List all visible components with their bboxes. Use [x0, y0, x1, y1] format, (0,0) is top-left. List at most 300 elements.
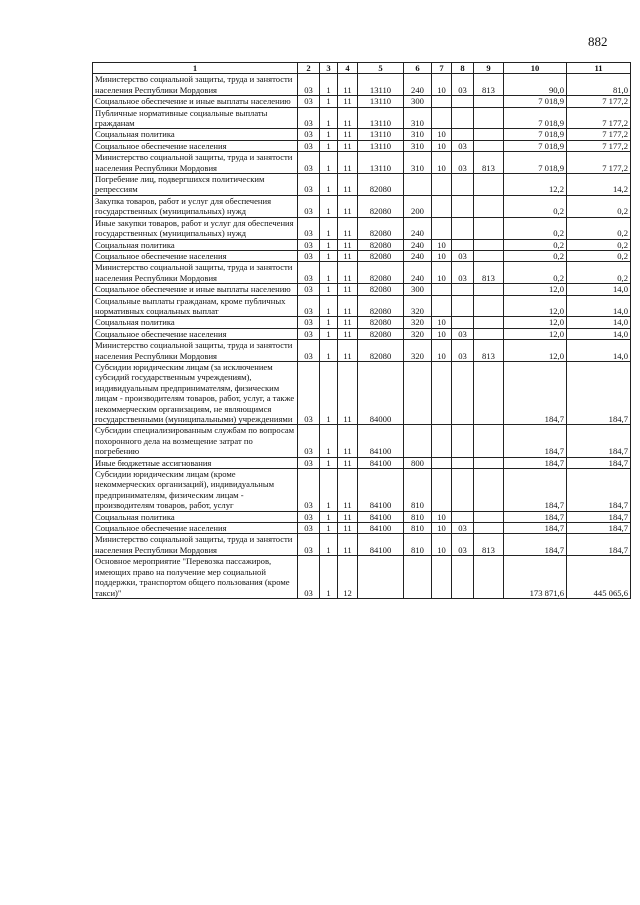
cell-code-6: 240: [404, 217, 432, 239]
cell-code-8: [452, 129, 474, 140]
cell-code-9: [474, 469, 504, 512]
cell-code-8: 03: [452, 250, 474, 261]
cell-value-10: 184,7: [504, 523, 567, 534]
row-name: Иные закупки товаров, работ и услуг для обеспечения государственных (муниципальных) нужд: [93, 217, 298, 239]
column-header: 9: [474, 63, 504, 74]
cell-code-7: [432, 96, 452, 107]
cell-code-7: 10: [432, 534, 452, 556]
cell-value-10: 12,0: [504, 284, 567, 295]
cell-code-4: 11: [338, 174, 358, 196]
cell-code-2: 03: [298, 129, 320, 140]
cell-code-7: 10: [432, 511, 452, 522]
row-name: Социальное обеспечение населения: [93, 523, 298, 534]
cell-code-5: 13110: [358, 96, 404, 107]
table-row: [93, 469, 631, 512]
column-header: 7: [432, 63, 452, 74]
cell-code-5: 84100: [358, 511, 404, 522]
column-header: 2: [298, 63, 320, 74]
cell-code-3: 1: [320, 328, 338, 339]
cell-code-7: [432, 195, 452, 217]
column-header: 6: [404, 63, 432, 74]
cell-code-9: [474, 129, 504, 140]
cell-code-5: 82080: [358, 295, 404, 317]
cell-code-2: 03: [298, 140, 320, 151]
cell-code-6: 810: [404, 511, 432, 522]
cell-value-11: 0,2: [567, 262, 631, 284]
table-header-row: [93, 63, 631, 74]
cell-code-4: 11: [338, 511, 358, 522]
row-name: Министерство социальной защиты, труда и занятости населения Республики Мордовия: [93, 340, 298, 362]
column-header: 5: [358, 63, 404, 74]
cell-code-9: [474, 140, 504, 151]
cell-code-6: [404, 361, 432, 424]
row-name: Субсидии юридическим лицам (за исключением субсидий государственным учреждениям), индивидуальным предпринимателям, физическим лицам - производителям товаров, работ, услуг, а также некоммерческим организациям, не являющимся государственными (муниципальными) учреждениями: [93, 361, 298, 424]
table-row: [93, 361, 631, 424]
cell-code-2: 03: [298, 511, 320, 522]
cell-code-5: 82080: [358, 284, 404, 295]
cell-value-11: 0,2: [567, 195, 631, 217]
cell-code-9: [474, 107, 504, 129]
table-row: [93, 457, 631, 468]
cell-code-4: 11: [338, 469, 358, 512]
cell-code-5: 84100: [358, 534, 404, 556]
cell-code-3: 1: [320, 107, 338, 129]
cell-code-3: 1: [320, 284, 338, 295]
cell-value-11: 14,0: [567, 295, 631, 317]
cell-value-11: 0,2: [567, 217, 631, 239]
cell-code-5: 82080: [358, 195, 404, 217]
cell-code-9: [474, 361, 504, 424]
cell-code-5: 82080: [358, 317, 404, 328]
cell-code-2: 03: [298, 74, 320, 96]
cell-code-8: [452, 556, 474, 599]
table-body: [93, 74, 631, 599]
cell-code-3: 1: [320, 425, 338, 457]
budget-table: [92, 62, 631, 599]
cell-code-4: 11: [338, 425, 358, 457]
cell-code-9: [474, 250, 504, 261]
table-row: [93, 284, 631, 295]
cell-code-3: 1: [320, 511, 338, 522]
cell-value-11: 184,7: [567, 457, 631, 468]
cell-value-10: 0,2: [504, 239, 567, 250]
cell-value-11: 184,7: [567, 511, 631, 522]
cell-code-9: [474, 425, 504, 457]
cell-code-5: 84100: [358, 425, 404, 457]
cell-code-6: 810: [404, 469, 432, 512]
cell-code-6: 310: [404, 107, 432, 129]
cell-value-10: 184,7: [504, 469, 567, 512]
row-name: Публичные нормативные социальные выплаты гражданам: [93, 107, 298, 129]
cell-code-5: 82080: [358, 262, 404, 284]
cell-code-8: 03: [452, 523, 474, 534]
table-row: [93, 74, 631, 96]
cell-code-5: 82080: [358, 239, 404, 250]
cell-value-10: 0,2: [504, 195, 567, 217]
cell-code-4: 11: [338, 140, 358, 151]
cell-code-7: [432, 425, 452, 457]
cell-code-8: [452, 317, 474, 328]
table-row: [93, 262, 631, 284]
cell-code-7: 10: [432, 328, 452, 339]
row-name: Социальная политика: [93, 129, 298, 140]
cell-value-10: 7 018,9: [504, 140, 567, 151]
cell-value-11: 14,0: [567, 328, 631, 339]
cell-value-10: 184,7: [504, 534, 567, 556]
cell-value-10: 0,2: [504, 262, 567, 284]
cell-code-5: 84100: [358, 469, 404, 512]
cell-value-10: 184,7: [504, 457, 567, 468]
cell-code-6: [404, 425, 432, 457]
cell-code-8: 03: [452, 262, 474, 284]
table-row: [93, 317, 631, 328]
row-name: Министерство социальной защиты, труда и занятости населения Республики Мордовия: [93, 534, 298, 556]
cell-code-2: 03: [298, 96, 320, 107]
cell-code-2: 03: [298, 534, 320, 556]
cell-code-9: [474, 284, 504, 295]
cell-code-3: 1: [320, 523, 338, 534]
cell-code-5: 13110: [358, 129, 404, 140]
row-name: Социальное обеспечение населения: [93, 140, 298, 151]
cell-code-5: 84000: [358, 361, 404, 424]
table-row: [93, 174, 631, 196]
cell-code-6: 810: [404, 534, 432, 556]
cell-value-11: 7 177,2: [567, 96, 631, 107]
row-name: Социальная политика: [93, 239, 298, 250]
cell-value-10: 7 018,9: [504, 129, 567, 140]
cell-code-2: 03: [298, 262, 320, 284]
table-row: [93, 250, 631, 261]
row-name: Министерство социальной защиты, труда и занятости населения Республики Мордовия: [93, 74, 298, 96]
table-row: [93, 195, 631, 217]
cell-code-2: 03: [298, 340, 320, 362]
cell-code-9: [474, 174, 504, 196]
cell-value-11: 7 177,2: [567, 107, 631, 129]
row-name: Министерство социальной защиты, труда и занятости населения Республики Мордовия: [93, 262, 298, 284]
cell-code-3: 1: [320, 457, 338, 468]
cell-code-3: 1: [320, 469, 338, 512]
cell-code-8: 03: [452, 534, 474, 556]
row-name: Социальное обеспечение населения: [93, 328, 298, 339]
cell-code-8: [452, 295, 474, 317]
cell-code-4: 11: [338, 250, 358, 261]
cell-code-6: 810: [404, 523, 432, 534]
row-name: Социальные выплаты гражданам, кроме публичных нормативных социальных выплат: [93, 295, 298, 317]
cell-value-11: 0,2: [567, 239, 631, 250]
cell-value-10: 184,7: [504, 361, 567, 424]
cell-value-11: 184,7: [567, 523, 631, 534]
cell-code-3: 1: [320, 152, 338, 174]
cell-code-5: 82080: [358, 217, 404, 239]
cell-code-8: [452, 361, 474, 424]
table-row: [93, 340, 631, 362]
row-name: Социальное обеспечение и иные выплаты населению: [93, 96, 298, 107]
row-name: Социальное обеспечение и иные выплаты населению: [93, 284, 298, 295]
cell-value-10: 12,0: [504, 328, 567, 339]
cell-code-9: [474, 457, 504, 468]
cell-code-7: [432, 295, 452, 317]
cell-value-11: 14,0: [567, 284, 631, 295]
cell-code-8: [452, 457, 474, 468]
cell-code-6: 320: [404, 295, 432, 317]
cell-value-10: 184,7: [504, 511, 567, 522]
column-header: 1: [93, 63, 298, 74]
cell-code-7: 10: [432, 523, 452, 534]
cell-code-5: 13110: [358, 140, 404, 151]
cell-value-11: 14,0: [567, 340, 631, 362]
column-header: 4: [338, 63, 358, 74]
cell-code-8: [452, 511, 474, 522]
cell-code-9: [474, 511, 504, 522]
table-row: [93, 523, 631, 534]
row-name: Социальное обеспечение населения: [93, 250, 298, 261]
cell-code-7: [432, 556, 452, 599]
cell-code-4: 12: [338, 556, 358, 599]
table-row: [93, 140, 631, 151]
cell-value-10: 12,0: [504, 295, 567, 317]
row-name: Основное мероприятие "Перевозка пассажиров, имеющих право на получение мер социальной поддержки, транспортом общего пользования (кроме такси)": [93, 556, 298, 599]
cell-code-5: 13110: [358, 107, 404, 129]
column-header: 3: [320, 63, 338, 74]
cell-code-7: 10: [432, 317, 452, 328]
cell-code-2: 03: [298, 174, 320, 196]
page-number: 882: [588, 34, 608, 49]
cell-code-2: 03: [298, 361, 320, 424]
cell-code-9: [474, 239, 504, 250]
cell-code-4: 11: [338, 361, 358, 424]
cell-value-11: 184,7: [567, 425, 631, 457]
table-row: [93, 129, 631, 140]
row-name: Социальная политика: [93, 511, 298, 522]
cell-code-4: 11: [338, 96, 358, 107]
cell-code-9: [474, 523, 504, 534]
cell-code-7: 10: [432, 262, 452, 284]
cell-code-8: [452, 425, 474, 457]
cell-code-6: 320: [404, 328, 432, 339]
column-header: 8: [452, 63, 474, 74]
cell-code-4: 11: [338, 262, 358, 284]
row-name: Министерство социальной защиты, труда и занятости населения Республики Мордовия: [93, 152, 298, 174]
table-row: [93, 534, 631, 556]
cell-code-9: [474, 328, 504, 339]
cell-code-6: 240: [404, 239, 432, 250]
cell-value-10: 184,7: [504, 425, 567, 457]
cell-code-3: 1: [320, 534, 338, 556]
cell-code-9: 813: [474, 74, 504, 96]
cell-code-2: 03: [298, 328, 320, 339]
cell-code-2: 03: [298, 152, 320, 174]
cell-value-11: 184,7: [567, 534, 631, 556]
cell-code-7: 10: [432, 152, 452, 174]
cell-code-9: 813: [474, 262, 504, 284]
cell-value-11: 81,0: [567, 74, 631, 96]
cell-code-6: 300: [404, 284, 432, 295]
cell-code-2: 03: [298, 195, 320, 217]
cell-value-10: 0,2: [504, 250, 567, 261]
row-name: Погребение лиц, подвергшихся политическим репрессиям: [93, 174, 298, 196]
cell-code-6: 240: [404, 74, 432, 96]
row-name: Субсидии юридическим лицам (кроме некоммерческих организаций), индивидуальным предпринимателям, физическим лицам - производителям товаров, работ, услуг: [93, 469, 298, 512]
cell-code-9: 813: [474, 340, 504, 362]
cell-value-11: 0,2: [567, 250, 631, 261]
cell-code-8: [452, 107, 474, 129]
cell-code-5: 82080: [358, 250, 404, 261]
cell-code-4: 11: [338, 107, 358, 129]
cell-code-6: [404, 174, 432, 196]
cell-value-10: 12,2: [504, 174, 567, 196]
cell-code-5: 84100: [358, 523, 404, 534]
cell-code-5: 82080: [358, 328, 404, 339]
column-header: 11: [567, 63, 631, 74]
cell-code-7: 10: [432, 340, 452, 362]
cell-code-4: 11: [338, 195, 358, 217]
cell-code-6: 300: [404, 96, 432, 107]
cell-value-11: 14,0: [567, 317, 631, 328]
cell-code-6: 200: [404, 195, 432, 217]
cell-code-3: 1: [320, 239, 338, 250]
cell-code-2: 03: [298, 295, 320, 317]
cell-code-6: [404, 556, 432, 599]
cell-code-4: 11: [338, 295, 358, 317]
cell-value-10: 7 018,9: [504, 152, 567, 174]
cell-code-4: 11: [338, 328, 358, 339]
cell-code-7: 10: [432, 140, 452, 151]
cell-code-4: 11: [338, 457, 358, 468]
cell-code-4: 11: [338, 129, 358, 140]
table-row: [93, 328, 631, 339]
cell-code-3: 1: [320, 556, 338, 599]
table-row: [93, 511, 631, 522]
cell-value-11: 445 065,6: [567, 556, 631, 599]
cell-code-8: 03: [452, 140, 474, 151]
cell-code-3: 1: [320, 217, 338, 239]
cell-value-10: 7 018,9: [504, 107, 567, 129]
cell-value-10: 90,0: [504, 74, 567, 96]
cell-code-7: [432, 457, 452, 468]
cell-code-9: [474, 195, 504, 217]
cell-code-6: 320: [404, 317, 432, 328]
row-name: Социальная политика: [93, 317, 298, 328]
cell-code-5: 82080: [358, 340, 404, 362]
cell-code-6: 310: [404, 140, 432, 151]
cell-value-11: 184,7: [567, 361, 631, 424]
cell-code-4: 11: [338, 152, 358, 174]
cell-code-7: [432, 107, 452, 129]
cell-code-6: 240: [404, 250, 432, 261]
cell-value-10: 7 018,9: [504, 96, 567, 107]
cell-code-3: 1: [320, 140, 338, 151]
cell-code-8: 03: [452, 328, 474, 339]
cell-code-6: 800: [404, 457, 432, 468]
cell-code-7: [432, 284, 452, 295]
cell-value-10: 12,0: [504, 340, 567, 362]
cell-code-7: [432, 361, 452, 424]
cell-code-3: 1: [320, 317, 338, 328]
cell-code-3: 1: [320, 96, 338, 107]
cell-code-4: 11: [338, 317, 358, 328]
cell-code-4: 11: [338, 74, 358, 96]
table-row: [93, 239, 631, 250]
cell-value-10: 12,0: [504, 317, 567, 328]
cell-code-2: 03: [298, 523, 320, 534]
cell-code-2: 03: [298, 457, 320, 468]
cell-code-8: 03: [452, 74, 474, 96]
cell-value-10: 173 871,6: [504, 556, 567, 599]
cell-code-8: [452, 469, 474, 512]
cell-code-9: [474, 317, 504, 328]
row-name: Иные бюджетные ассигнования: [93, 457, 298, 468]
cell-code-7: [432, 174, 452, 196]
cell-value-10: 0,2: [504, 217, 567, 239]
cell-code-8: [452, 195, 474, 217]
cell-code-9: [474, 96, 504, 107]
table-row: [93, 96, 631, 107]
cell-code-3: 1: [320, 195, 338, 217]
cell-code-3: 1: [320, 295, 338, 317]
cell-code-2: 03: [298, 217, 320, 239]
cell-code-7: 10: [432, 129, 452, 140]
cell-code-8: [452, 217, 474, 239]
cell-code-9: [474, 295, 504, 317]
cell-code-5: 84100: [358, 457, 404, 468]
cell-code-6: 240: [404, 262, 432, 284]
cell-code-8: 03: [452, 340, 474, 362]
cell-code-7: 10: [432, 250, 452, 261]
cell-code-3: 1: [320, 250, 338, 261]
cell-code-2: 03: [298, 556, 320, 599]
cell-code-3: 1: [320, 74, 338, 96]
cell-code-8: [452, 284, 474, 295]
cell-code-5: 82080: [358, 174, 404, 196]
cell-value-11: 14,2: [567, 174, 631, 196]
cell-code-3: 1: [320, 361, 338, 424]
cell-code-3: 1: [320, 129, 338, 140]
cell-code-5: 13110: [358, 152, 404, 174]
cell-code-2: 03: [298, 317, 320, 328]
cell-code-8: [452, 96, 474, 107]
cell-code-8: [452, 174, 474, 196]
cell-code-7: 10: [432, 239, 452, 250]
cell-code-6: 310: [404, 129, 432, 140]
table-row: [93, 152, 631, 174]
cell-code-6: 310: [404, 152, 432, 174]
cell-value-11: 184,7: [567, 469, 631, 512]
cell-code-2: 03: [298, 284, 320, 295]
cell-code-9: [474, 556, 504, 599]
table-row: [93, 107, 631, 129]
cell-code-7: 10: [432, 74, 452, 96]
cell-value-11: 7 177,2: [567, 152, 631, 174]
cell-code-9: 813: [474, 534, 504, 556]
cell-code-8: [452, 239, 474, 250]
cell-code-3: 1: [320, 262, 338, 284]
cell-code-6: 320: [404, 340, 432, 362]
cell-code-3: 1: [320, 340, 338, 362]
cell-code-4: 11: [338, 239, 358, 250]
column-header: 10: [504, 63, 567, 74]
cell-value-11: 7 177,2: [567, 129, 631, 140]
cell-code-9: 813: [474, 152, 504, 174]
table-row: [93, 425, 631, 457]
cell-code-8: 03: [452, 152, 474, 174]
table-row: [93, 556, 631, 599]
table-row: [93, 295, 631, 317]
row-name: Субсидии специализированным службам по вопросам похоронного дела на возмещение затрат по погребению: [93, 425, 298, 457]
cell-value-11: 7 177,2: [567, 140, 631, 151]
cell-code-2: 03: [298, 239, 320, 250]
row-name: Закупка товаров, работ и услуг для обеспечения государственных (муниципальных) нужд: [93, 195, 298, 217]
cell-code-9: [474, 217, 504, 239]
